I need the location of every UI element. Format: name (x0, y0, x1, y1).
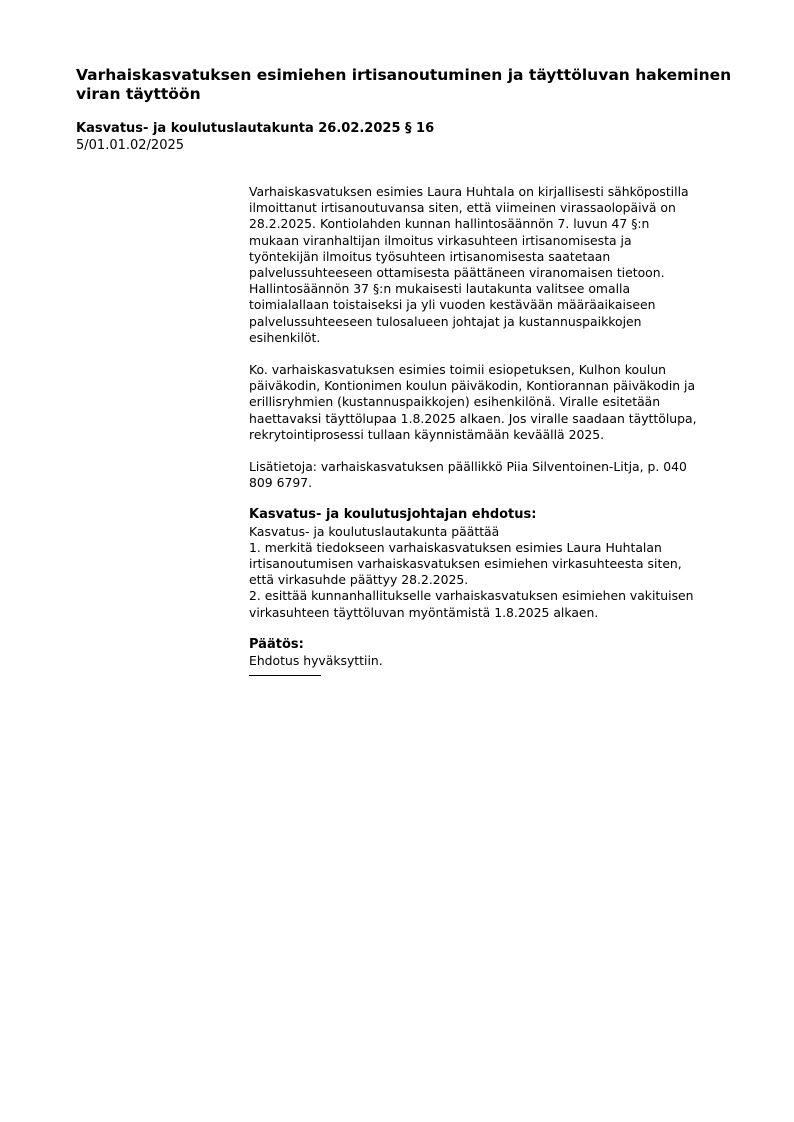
text-line: Hallintosäännön 37 §:n mukaisesti lautakunta valitsee omalla (249, 281, 631, 297)
text-line: Varhaiskasvatuksen esimies Laura Huhtala on kirjallisesti sähköpostilla (249, 184, 689, 199)
text-line: 1. merkitä tiedokseen varhaiskasvatuksen esimies Laura Huhtalan (249, 539, 662, 555)
proposal-section (249, 507, 741, 620)
text-line: Lisätietoja: varhaiskasvatuksen päällikkö Piia Silventoinen-Litja, p. 040 (249, 459, 687, 475)
text-line: palvelussuhteeseen ottamisesta päättäneen viranomaisen tietoon. (249, 265, 665, 281)
decision-heading: Päätös: (249, 636, 304, 652)
text-line: 809 6797. (249, 475, 313, 491)
end-rule (249, 669, 321, 676)
text-line: päiväkodin, Kontionimen koulun päiväkodin, Kontiorannan päiväkodin ja (249, 378, 696, 394)
text-line: Ko. varhaiskasvatuksen esimies toimii esiopetuksen, Kulhon koulun (249, 362, 667, 378)
text-line: irtisanoutumisen varhaiskasvatuksen esimiehen virkasuhteesta siten, (249, 556, 682, 572)
proposal-heading: Kasvatus- ja koulutusjohtajan ehdotus: (249, 507, 537, 523)
text-line: virkasuhteen täyttöluvan myöntämistä 1.8.2025 alkaen. (249, 604, 599, 620)
text-line: palvelussuhteeseen tulosalueen johtajat ja kustannuspaikkojen (249, 313, 642, 329)
document-body (249, 184, 741, 676)
meeting-heading: Kasvatus- ja koulutuslautakunta 26.02.2025 § 16 (76, 121, 435, 136)
meeting-info (76, 120, 434, 154)
text-line: erillisryhmien (kustannuspaikkojen) esihenkilönä. Viralle esitetään (249, 394, 661, 410)
decision-section (249, 637, 741, 676)
diary-number: 5/01.01.02/2025 (76, 138, 185, 153)
text-line: työntekijän ilmoitus työsuhteen irtisanomisesta saatetaan (249, 248, 611, 264)
decision-text: Ehdotus hyväksyttiin. (249, 653, 383, 669)
text-line: mukaan viranhaltijan ilmoitus virkasuhteen irtisanomisesta ja (249, 232, 632, 248)
text-line: 2. esittää kunnanhallitukselle varhaiskasvatuksen esimiehen vakituisen (249, 588, 694, 604)
text-line: rekrytointiprosessi tullaan käynnistämään keväällä 2025. (249, 426, 605, 442)
text-line: haettavaksi täyttölupaa 1.8.2025 alkaen. Jos viralle saadaan täyttölupa, (249, 410, 697, 426)
paragraph-background (249, 184, 741, 346)
text-line: esihenkilöt. (249, 329, 321, 345)
text-line: että virkasuhde päättyy 28.2.2025. (249, 572, 469, 588)
text-line: toimialallaan toistaiseksi ja yli vuoden kestävään määräaikaiseen (249, 297, 656, 313)
text-line: Kasvatus- ja koulutuslautakunta päättää (249, 523, 500, 539)
document-title: Varhaiskasvatuksen esimiehen irtisanoutuminen ja täyttöluvan hakeminen viran täyttöön (76, 66, 732, 103)
paragraph-position-details (249, 362, 741, 443)
text-line: 28.2.2025. Kontiolahden kunnan hallintosäännön 7. luvun 47 §:n (249, 216, 650, 232)
paragraph-contact-info (249, 459, 741, 491)
text-line: ilmoittanut irtisanoutuvansa siten, että viimeinen virassaolopäivä on (249, 200, 676, 216)
